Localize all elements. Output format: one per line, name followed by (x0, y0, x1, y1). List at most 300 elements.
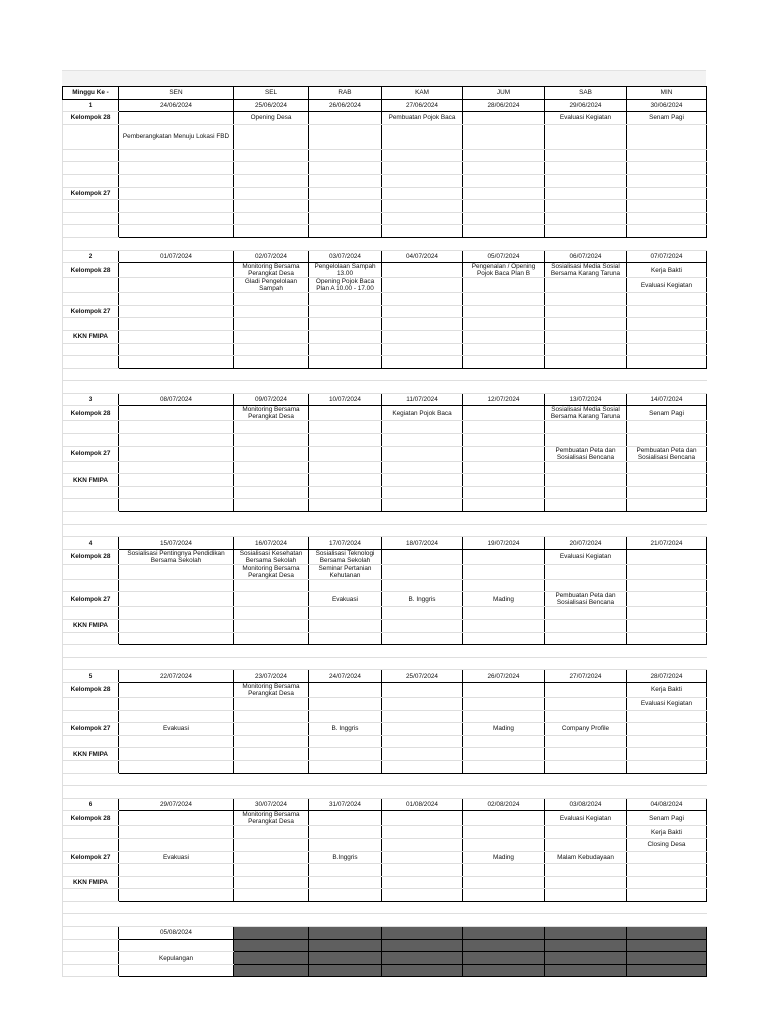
empty-cell (463, 748, 545, 761)
empty-cell (234, 474, 309, 487)
empty-cell (463, 838, 545, 851)
empty-cell (119, 697, 234, 710)
schedule-row (63, 330, 707, 343)
empty-cell (119, 461, 234, 474)
activity-cell: Senam Pagi (627, 406, 707, 421)
schedule-row (63, 851, 707, 864)
empty-cell (545, 149, 627, 162)
week-date-row (63, 393, 707, 406)
schedule-row (63, 760, 707, 773)
schedule-row (63, 838, 707, 851)
group-label: Kelompok 28 (63, 811, 119, 826)
empty-cell (545, 474, 627, 487)
spacer-cell (382, 914, 463, 927)
spacer-cell (545, 657, 627, 670)
spacer-cell (463, 645, 545, 658)
spacer-cell (545, 786, 627, 799)
spacer-cell (545, 645, 627, 658)
empty-cell (545, 318, 627, 331)
spacer-cell (382, 368, 463, 381)
empty-cell (545, 876, 627, 889)
date-cell: 27/07/2024 (545, 670, 627, 683)
empty-cell (309, 434, 382, 447)
spacer-cell (309, 901, 382, 914)
empty-cell (382, 305, 463, 318)
schedule-row (63, 225, 707, 238)
empty-cell (119, 263, 234, 278)
empty-cell (627, 318, 707, 331)
spacer-cell (234, 237, 309, 250)
date-cell: 25/06/2024 (234, 99, 309, 112)
empty-cell (234, 851, 309, 864)
empty-cell (234, 838, 309, 851)
schedule-row (63, 278, 707, 293)
spacer-row (63, 512, 707, 525)
date-cell: 30/07/2024 (234, 798, 309, 811)
empty-cell (463, 474, 545, 487)
date-cell: 17/07/2024 (309, 537, 382, 550)
week-number: 4 (63, 537, 119, 550)
spacer-row (63, 786, 707, 799)
empty-cell (119, 406, 234, 421)
activity-cell: Mading (463, 592, 545, 607)
empty-cell (463, 225, 545, 238)
date-cell: 30/06/2024 (627, 99, 707, 112)
empty-cell (627, 723, 707, 736)
schedule-row (63, 697, 707, 710)
date-cell: 29/07/2024 (119, 798, 234, 811)
spacer-cell (119, 524, 234, 537)
date-cell: 19/07/2024 (463, 537, 545, 550)
spacer-cell (382, 657, 463, 670)
empty-cell (382, 149, 463, 162)
empty-cell (234, 632, 309, 645)
empty-cell (234, 343, 309, 356)
schedule-row (63, 811, 707, 826)
empty-cell (382, 356, 463, 369)
activity-cell: Sosialisasi Media Sosial Bersama Karang Taruna (545, 406, 627, 421)
empty-cell (309, 735, 382, 748)
empty-cell (234, 225, 309, 238)
filler-cell (463, 939, 545, 952)
empty-cell (382, 620, 463, 633)
filler-cell (234, 964, 309, 977)
schedule-row (63, 112, 707, 125)
empty-cell (119, 174, 234, 187)
spacer-cell (63, 657, 119, 670)
spacer-cell (463, 524, 545, 537)
empty-cell (463, 579, 545, 592)
empty-cell (545, 200, 627, 213)
empty-cell (119, 939, 234, 952)
spacer-cell (63, 901, 119, 914)
schedule-row (63, 406, 707, 421)
schedule-row (63, 632, 707, 645)
empty-cell (463, 826, 545, 839)
spacer-cell (545, 512, 627, 525)
activity-cell: Sosialisasi Teknologi Bersama Sekolah (309, 549, 382, 564)
activity-cell: Pembuatan Peta dan Sosialisasi Bencana (545, 446, 627, 461)
date-cell: 03/07/2024 (309, 250, 382, 263)
empty-cell (382, 760, 463, 773)
activity-cell: Sosialisasi Media Sosial Bersama Karang Taruna (545, 263, 627, 278)
spacer-cell (382, 524, 463, 537)
empty-cell (119, 318, 234, 331)
date-cell: 02/07/2024 (234, 250, 309, 263)
empty-cell (382, 225, 463, 238)
empty-cell (545, 421, 627, 434)
empty-cell (119, 876, 234, 889)
filler-cell (234, 939, 309, 952)
empty-cell (545, 682, 627, 697)
schedule-row (63, 748, 707, 761)
empty-cell (463, 564, 545, 579)
spacer-cell (309, 512, 382, 525)
spacer-cell (234, 657, 309, 670)
date-cell: 02/08/2024 (463, 798, 545, 811)
spacer-cell (119, 786, 234, 799)
empty-cell (463, 162, 545, 175)
empty-cell (119, 212, 234, 225)
spacer-cell (382, 237, 463, 250)
empty-cell (627, 592, 707, 607)
date-cell: 07/07/2024 (627, 250, 707, 263)
filler-cell (545, 952, 627, 965)
empty-cell (545, 710, 627, 723)
return-activity: Kepulangan (119, 952, 234, 965)
empty-cell (463, 864, 545, 877)
empty-cell (119, 278, 234, 293)
spacer-cell (234, 773, 309, 786)
group-label: Kelompok 27 (63, 592, 119, 607)
filler-cell (545, 927, 627, 940)
empty-cell (627, 620, 707, 633)
empty-cell (627, 876, 707, 889)
empty-cell (309, 607, 382, 620)
empty-cell (463, 735, 545, 748)
empty-cell (119, 149, 234, 162)
filler-cell (463, 927, 545, 940)
spacer-cell (63, 381, 119, 394)
spacer-cell (463, 773, 545, 786)
schedule-row (63, 864, 707, 877)
empty-cell (119, 293, 234, 306)
empty-cell (545, 838, 627, 851)
empty-cell (234, 434, 309, 447)
empty-cell (627, 864, 707, 877)
empty-cell (309, 838, 382, 851)
empty-cell (463, 305, 545, 318)
spacer-row (63, 237, 707, 250)
empty-cell (119, 735, 234, 748)
filler-cell (234, 927, 309, 940)
empty-cell (545, 697, 627, 710)
date-cell: 08/07/2024 (119, 393, 234, 406)
activity-cell: Pengenalan / Opening Pojok Baca Plan B (463, 263, 545, 278)
activity-cell: Pembuatan Peta dan Sosialisasi Bencana (545, 592, 627, 607)
spacer-cell (119, 657, 234, 670)
empty-cell (463, 124, 545, 149)
week-number: 5 (63, 670, 119, 683)
empty-cell (309, 486, 382, 499)
group-label: Kelompok 28 (63, 682, 119, 697)
header-day-kam: KAM (382, 87, 463, 100)
date-cell: 29/06/2024 (545, 99, 627, 112)
empty-cell (545, 889, 627, 902)
schedule-row (63, 446, 707, 461)
schedule-row (63, 826, 707, 839)
empty-cell (627, 124, 707, 149)
activity-cell: Mading (463, 851, 545, 864)
empty-cell (234, 461, 309, 474)
activity-cell: Evaluasi Kegiatan (545, 112, 627, 125)
empty-cell (545, 305, 627, 318)
activity-cell: Evakuasi (119, 723, 234, 736)
empty-cell (234, 421, 309, 434)
filler-cell (309, 939, 382, 952)
empty-cell (309, 406, 382, 421)
spacer-cell (627, 786, 707, 799)
spacer-cell (63, 524, 119, 537)
empty-cell (234, 592, 309, 607)
activity-cell: Mading (463, 723, 545, 736)
activity-cell: Kerja Bakti (627, 826, 707, 839)
empty-cell (627, 499, 707, 512)
empty-cell (382, 826, 463, 839)
empty-cell (309, 811, 382, 826)
group-label: KKN FMIPA (63, 876, 119, 889)
empty-cell (627, 330, 707, 343)
activity-cell: Pembuatan Peta dan Sosialisasi Bencana (627, 446, 707, 461)
empty-cell (234, 486, 309, 499)
spacer-row (63, 657, 707, 670)
spacer-cell (309, 524, 382, 537)
empty-cell (309, 632, 382, 645)
empty-cell (627, 474, 707, 487)
empty-cell (119, 682, 234, 697)
empty-cell (627, 851, 707, 864)
empty-cell (382, 735, 463, 748)
empty-cell (119, 607, 234, 620)
empty-cell (463, 343, 545, 356)
empty-cell (234, 174, 309, 187)
schedule-row (63, 486, 707, 499)
activity-cell: B. Inggris (309, 723, 382, 736)
date-cell: 24/06/2024 (119, 99, 234, 112)
activity-cell: Sosialisasi Pentingnya Pendidikan Bersama Sekolah (119, 549, 234, 564)
filler-cell (627, 939, 707, 952)
activity-cell: Evaluasi Kegiatan (545, 811, 627, 826)
schedule-row (63, 592, 707, 607)
group-label-empty (63, 864, 119, 877)
empty-cell (119, 760, 234, 773)
date-cell: 15/07/2024 (119, 537, 234, 550)
group-label: Kelompok 27 (63, 723, 119, 736)
return-date: 05/08/2024 (119, 927, 234, 940)
empty-cell (119, 225, 234, 238)
empty-cell (545, 212, 627, 225)
spacer-cell (119, 773, 234, 786)
week-date-row (63, 670, 707, 683)
empty-cell (382, 864, 463, 877)
date-cell: 03/08/2024 (545, 798, 627, 811)
spacer-cell (627, 657, 707, 670)
group-label-empty (63, 564, 119, 579)
empty-cell (382, 162, 463, 175)
spacer-cell (63, 773, 119, 786)
date-cell: 22/07/2024 (119, 670, 234, 683)
spacer-cell (63, 645, 119, 658)
sheet-header-bar (62, 70, 706, 87)
spacer-cell (463, 786, 545, 799)
date-cell: 27/06/2024 (382, 99, 463, 112)
empty-cell (627, 421, 707, 434)
empty-cell (382, 200, 463, 213)
empty-cell (119, 889, 234, 902)
group-label-empty (63, 607, 119, 620)
schedule-row (63, 187, 707, 200)
empty-cell (119, 748, 234, 761)
empty-cell (382, 564, 463, 579)
final-row (63, 952, 707, 965)
empty-cell (463, 710, 545, 723)
empty-cell (119, 632, 234, 645)
group-label-empty (63, 838, 119, 851)
group-label-empty (63, 964, 119, 977)
date-cell: 28/07/2024 (627, 670, 707, 683)
group-label-empty (63, 486, 119, 499)
filler-cell (463, 952, 545, 965)
activity-cell: B. Inggris (382, 592, 463, 607)
empty-cell (234, 200, 309, 213)
empty-cell (309, 876, 382, 889)
spacer-row (63, 901, 707, 914)
empty-cell (545, 124, 627, 149)
empty-cell (119, 421, 234, 434)
empty-cell (382, 838, 463, 851)
empty-cell (234, 187, 309, 200)
group-label: Kelompok 27 (63, 187, 119, 200)
schedule-row (63, 620, 707, 633)
date-cell: 24/07/2024 (309, 670, 382, 683)
spacer-cell (234, 524, 309, 537)
empty-cell (382, 330, 463, 343)
date-cell: 04/08/2024 (627, 798, 707, 811)
group-label-empty (63, 356, 119, 369)
empty-cell (309, 499, 382, 512)
spacer-cell (382, 901, 463, 914)
empty-cell (627, 305, 707, 318)
empty-cell (119, 200, 234, 213)
empty-cell (234, 330, 309, 343)
activity-cell: Pengelolaan Sampah 13.00 (309, 263, 382, 278)
empty-cell (627, 356, 707, 369)
spacer-cell (382, 512, 463, 525)
empty-cell (545, 330, 627, 343)
header-day-min: MIN (627, 87, 707, 100)
activity-cell: Kerja Bakti (627, 682, 707, 697)
spacer-cell (463, 657, 545, 670)
schedule-row (63, 579, 707, 592)
empty-cell (309, 710, 382, 723)
empty-cell (627, 343, 707, 356)
date-cell: 14/07/2024 (627, 393, 707, 406)
spacer-cell (382, 381, 463, 394)
empty-cell (119, 620, 234, 633)
week-date-row (63, 537, 707, 550)
empty-cell (382, 124, 463, 149)
empty-cell (463, 278, 545, 293)
spacer-cell (309, 914, 382, 927)
empty-cell (234, 356, 309, 369)
schedule-row (63, 607, 707, 620)
empty-cell (309, 620, 382, 633)
empty-cell (627, 174, 707, 187)
empty-cell (545, 356, 627, 369)
week-number: 6 (63, 798, 119, 811)
empty-cell (119, 592, 234, 607)
empty-cell (545, 225, 627, 238)
date-cell: 12/07/2024 (463, 393, 545, 406)
activity-cell: Evaluasi Kegiatan (545, 549, 627, 564)
filler-cell (382, 964, 463, 977)
empty-cell (463, 421, 545, 434)
empty-cell (309, 187, 382, 200)
spacer-cell (309, 381, 382, 394)
empty-cell (234, 124, 309, 149)
spacer-cell (119, 645, 234, 658)
header-day-sen: SEN (119, 87, 234, 100)
date-cell: 01/08/2024 (382, 798, 463, 811)
empty-cell (382, 343, 463, 356)
filler-cell (234, 952, 309, 965)
activity-cell: Senam Pagi (627, 112, 707, 125)
header-week-label: Minggu Ke - (63, 87, 119, 100)
spacer-cell (234, 512, 309, 525)
group-label-empty (63, 162, 119, 175)
filler-cell (382, 952, 463, 965)
empty-cell (545, 278, 627, 293)
empty-cell (382, 632, 463, 645)
activity-cell: Evaluasi Kegiatan (627, 278, 707, 293)
empty-cell (463, 330, 545, 343)
empty-cell (545, 343, 627, 356)
empty-cell (309, 356, 382, 369)
spacer-cell (309, 786, 382, 799)
header-day-sab: SAB (545, 87, 627, 100)
empty-cell (463, 461, 545, 474)
spacer-cell (119, 368, 234, 381)
empty-cell (382, 293, 463, 306)
empty-cell (545, 434, 627, 447)
date-cell: 26/06/2024 (309, 99, 382, 112)
group-label: KKN FMIPA (63, 748, 119, 761)
empty-cell (545, 486, 627, 499)
empty-cell (119, 162, 234, 175)
spacer-cell (545, 901, 627, 914)
group-label-empty (63, 461, 119, 474)
schedule-row (63, 212, 707, 225)
empty-cell (627, 187, 707, 200)
empty-cell (234, 876, 309, 889)
empty-cell (463, 760, 545, 773)
schedule-row (63, 474, 707, 487)
empty-cell (627, 461, 707, 474)
spacer-cell (463, 512, 545, 525)
spacer-cell (119, 381, 234, 394)
empty-cell (463, 811, 545, 826)
empty-cell (309, 864, 382, 877)
